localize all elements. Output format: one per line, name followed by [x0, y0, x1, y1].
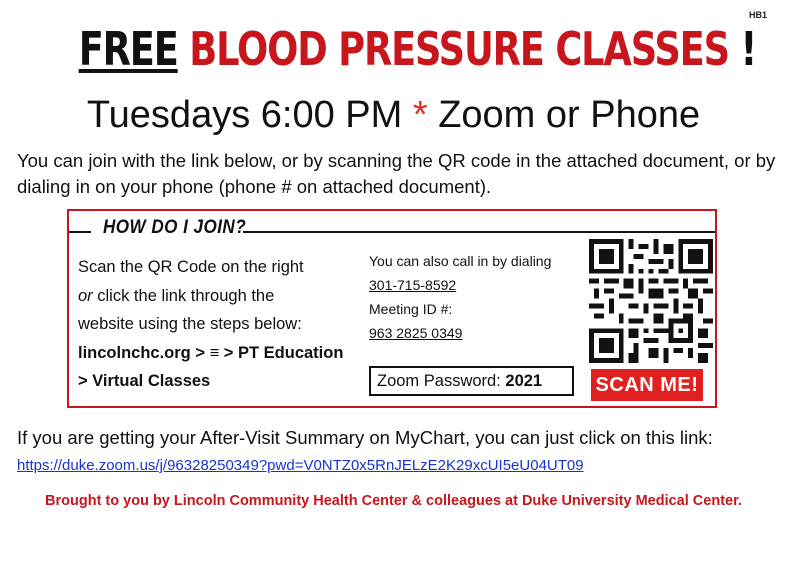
qr-code-icon[interactable]: [589, 239, 713, 363]
password-label: Zoom Password:: [377, 372, 501, 390]
sponsor-footer: Brought to you by Lincoln Community Health Center & colleagues at Duke University Medical Center.: [45, 493, 742, 509]
mychart-note: [17, 425, 777, 479]
schedule-time: Tuesdays 6:00 PM: [86, 94, 403, 136]
password-value: 2021: [505, 372, 543, 390]
document-code: HB1: [748, 10, 767, 20]
zoom-meeting-link[interactable]: https://duke.zoom.us/j/96328250349?pwd=V0NTZ0x5RnJELzE2K29xcUI5eU04UT09: [17, 457, 584, 474]
schedule-line: [0, 94, 787, 137]
step-or: or: [78, 286, 93, 305]
join-title: HOW DO I JOIN?: [103, 217, 247, 238]
panel-divider-right: [243, 231, 715, 233]
panel-divider-left: [69, 231, 91, 233]
zoom-password-box: [369, 366, 574, 396]
headline-main: BLOOD PRESSURE CLASSES: [189, 22, 729, 76]
website-path: lincolnchc.org > ≡ > PT Education: [78, 343, 344, 362]
join-instructions-panel: [67, 209, 717, 408]
join-steps: [78, 253, 358, 396]
step-website: website using the steps below:: [78, 315, 302, 333]
step-scan: Scan the QR Code on the right: [78, 258, 304, 276]
scan-me-button[interactable]: SCAN ME!: [591, 369, 703, 401]
call-label: You can also call in by dialing: [369, 253, 552, 269]
meeting-id: 963 2825 0349: [369, 325, 463, 341]
headline-exclamation: !: [740, 22, 757, 76]
call-in-info: [369, 249, 584, 345]
headline: [78, 22, 757, 76]
meeting-id-label: Meeting ID #:: [369, 301, 453, 317]
phone-number[interactable]: 301-715-8592: [369, 277, 457, 293]
headline-free: FREE: [78, 22, 178, 76]
step-link: or click the link through the: [78, 286, 275, 305]
intro-text: You can join with the link below, or by scanning the QR code in the attached document, or by dialing in on your phone (phone # on attached document).: [17, 150, 776, 197]
mychart-text: If you are getting your After-Visit Summary on MyChart, you can just click on this link:: [17, 427, 713, 448]
star-separator: *: [412, 94, 428, 136]
schedule-method: Zoom or Phone: [438, 94, 701, 136]
website-path-end: > Virtual Classes: [78, 372, 211, 390]
